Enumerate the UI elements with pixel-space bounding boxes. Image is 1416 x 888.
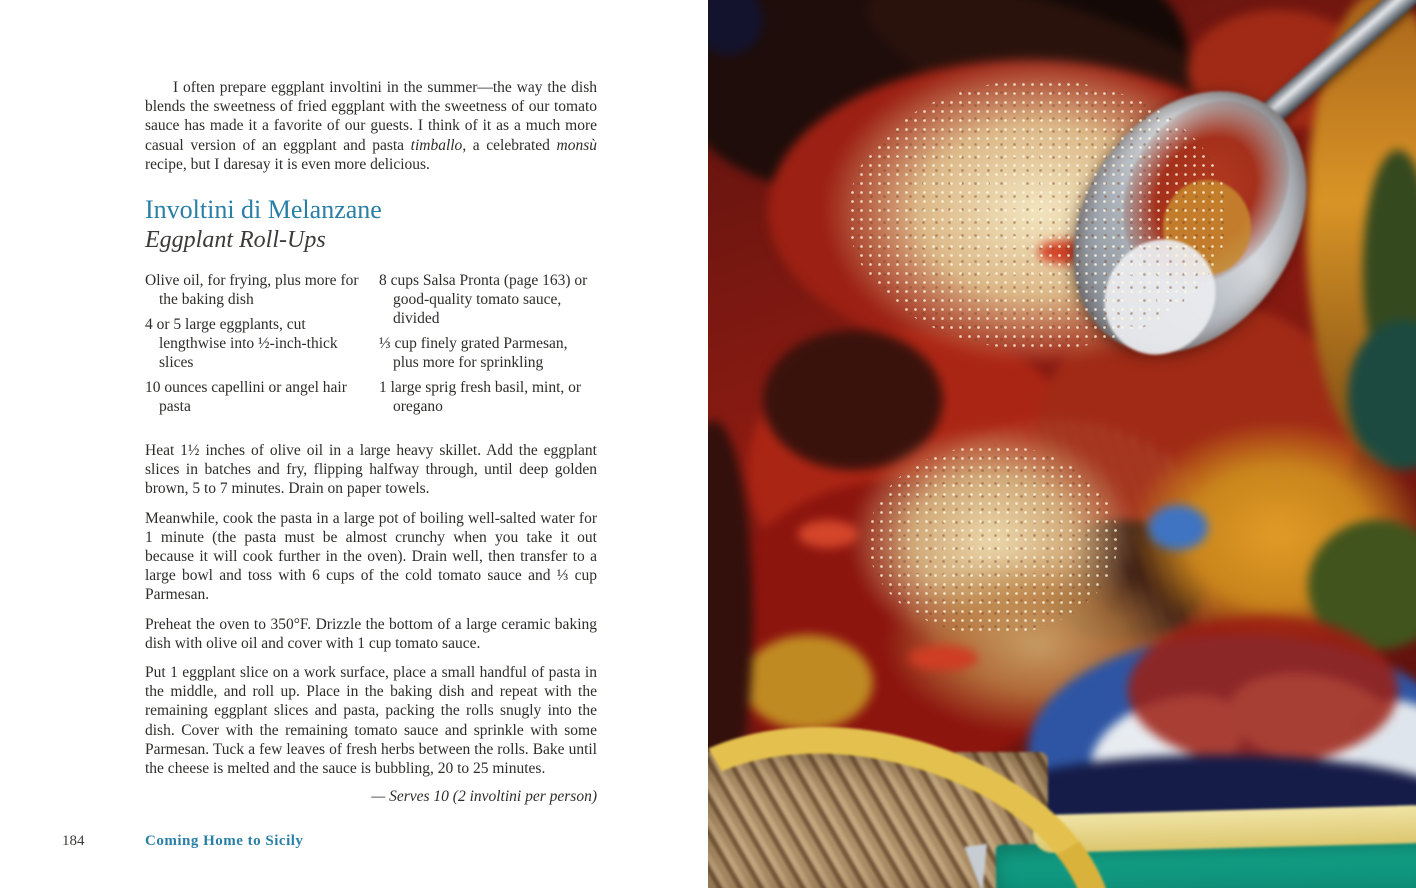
- intro-paragraph: I often prepare eggplant involtini in the summer—the way the dish blends the sweetness of fried eggplant with the sweetness of our tomato sauce has made it a favorite of our guests. I think of it as a much more casual version of an eggplant and pasta timballo, a celebrated monsù recipe, but I daresay it is even more delicious.: [145, 79, 597, 173]
- ingredients-column-2: [379, 271, 597, 422]
- parmesan-crumbs: [848, 80, 1228, 350]
- spoon-handle: [1254, 0, 1416, 131]
- recipe-title-english: Eggplant Roll-Ups: [145, 227, 326, 254]
- ingredient-item: ⅓ cup finely grated Parmesan, plus more for sprinkling: [379, 335, 568, 372]
- recipe-content: [145, 0, 597, 806]
- recipe-step: Put 1 eggplant slice on a work surface, place a small handful of pasta in the middle, and roll up. Place in the baking dish and repeat with the remaining eggplant slices and pasta, packing the rolls snugly into the dish. Cover with the remaining tomato sauce and sprinkle with some Parmesan. Tuck a few leaves of fresh herbs between the rolls. Bake until the cheese is melted and the sauce is bubbling, 20 to 25 minutes.: [145, 664, 597, 778]
- recipe-yield: — Serves 10 (2 involtini per person): [371, 788, 597, 806]
- recipe-step: Meanwhile, cook the pasta in a large pot of boiling well-salted water for 1 minute (the pasta must be almost crunchy when you take it out because it will cook further in the oven). Drain well, then transfer to a large bowl and toss with 6 cups of the cold tomato sauce and ⅓ cup Parmesan.: [145, 509, 597, 604]
- recipe-step: Preheat the oven to 350°F. Drizzle the bottom of a large ceramic baking dish with olive oil and cover with 1 cup tomato sauce.: [145, 615, 597, 652]
- ingredients-list: [145, 271, 597, 422]
- ingredient-item: 4 or 5 large eggplants, cut lengthwise into ½-inch-thick slices: [145, 316, 338, 372]
- ingredient-item: 8 cups Salsa Pronta (page 163) or good-quality tomato sauce, divided: [379, 272, 588, 328]
- ingredient-item: 10 ounces capellini or angel hair pasta: [145, 379, 347, 416]
- recipe-title-italian: Involtini di Melanzane: [145, 195, 382, 225]
- ingredient-item: 1 large sprig fresh basil, mint, or oregano: [379, 379, 582, 416]
- recipe-titles: [145, 195, 597, 254]
- ingredients-column-1: [145, 271, 363, 422]
- recipe-steps: [145, 441, 597, 778]
- yellow-dish-rim: [708, 677, 1150, 888]
- page-number: 184: [62, 833, 85, 849]
- parmesan-crumbs: [868, 445, 1118, 635]
- recipe-step: Heat 1½ inches of olive oil in a large heavy skillet. Add the eggplant slices in batches and fry, flipping halfway through, until deep golden brown, 5 to 7 minutes. Drain on paper towels.: [145, 442, 597, 498]
- ingredient-item: Olive oil, for frying, plus more for the baking dish: [145, 272, 359, 309]
- dish-photo: [708, 0, 1416, 888]
- book-title-footer: Coming Home to Sicily: [145, 833, 304, 849]
